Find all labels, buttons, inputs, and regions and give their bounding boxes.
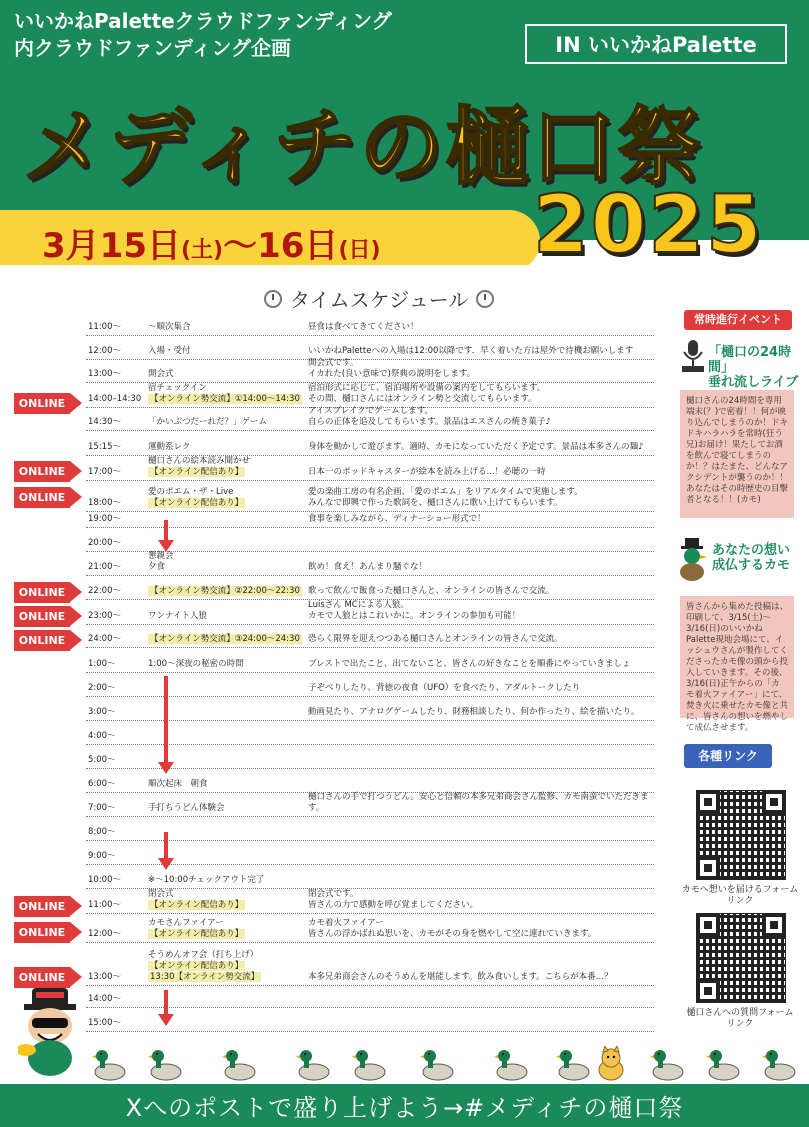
schedule-row	[86, 336, 654, 360]
row-time: 23:00～	[88, 611, 121, 621]
row-time: 11:00～	[88, 900, 121, 910]
kamo-title	[712, 543, 790, 573]
online-badge: ONLINE	[14, 487, 70, 508]
row-time: 24:00～	[88, 634, 121, 644]
online-badge: ONLINE	[14, 967, 70, 988]
row-time: 9:00～	[88, 851, 116, 861]
schedule-row	[86, 600, 654, 625]
row-time: 21:00～	[88, 562, 121, 572]
header-banner	[0, 0, 809, 265]
duck-icon	[92, 1046, 126, 1082]
row-time: 14:30～	[88, 417, 121, 427]
qr1-caption-line-2: リンク	[726, 896, 754, 906]
duck-icon	[494, 1046, 528, 1082]
schedule-row	[86, 914, 654, 943]
row-time: 1:00～	[88, 659, 116, 669]
continuation-arrow	[164, 990, 168, 1016]
row-time: 15:00～	[88, 1018, 121, 1028]
schedule-row	[86, 889, 654, 914]
row-description: 身体を動かして遊びます。適時、カモになっていただく予定です。景品は本多さんの麺♪	[308, 442, 644, 452]
schedule-row	[86, 943, 654, 986]
kamo-duck-icon	[676, 538, 708, 582]
schedule-row	[86, 456, 654, 481]
row-description: ブレストで出たこと、出てないこと、皆さんの好きなことを順番にやっていきましょ	[308, 659, 631, 669]
live-description: 樋口さんの24時間を専用端末(？)で密着！！何が映り込んでしまうのか！ドキドキハラハラを常時(狂う兄)お届け！果たしてお酒を飲んで寝てしまうのか！？はたまた、どんなアクシデントが襲うのか！！あなたはその時歴史の目撃者となる！！(カモ)	[680, 390, 794, 518]
row-event: 開会式	[148, 369, 174, 379]
row-event: 宿チェックイン 【オンライン勢交流】①14:00～14:30	[148, 383, 300, 404]
row-time: 17:00～	[88, 467, 121, 477]
online-badge: ONLINE	[14, 393, 70, 414]
qr2-caption-line-2: リンク	[726, 1019, 754, 1029]
row-event: 【オンライン勢交流】②22:00～22:30	[150, 586, 300, 596]
continuation-arrow	[164, 832, 168, 860]
row-event: 樋口さんの絵本読み聞かせ 【オンライン配信あり】	[148, 456, 251, 477]
duck-icon	[706, 1046, 740, 1082]
row-event: 【オンライン勢交流】③24:00～24:30	[150, 634, 300, 644]
row-event: 1:00～深夜の秘密の時間	[148, 659, 244, 669]
schedule-row	[86, 512, 654, 528]
row-time: 14:00–14:30	[88, 394, 142, 404]
row-time: 14:00～	[88, 994, 121, 1004]
qr1-caption-line-1: カモへ想いを届けるフォーム	[681, 885, 799, 895]
row-time: 4:00～	[88, 731, 116, 741]
schedule-row	[86, 431, 654, 456]
row-time: 6:00～	[88, 779, 116, 789]
row-time: 11:00～	[88, 322, 121, 332]
event-title: メディチの樋口祭	[22, 98, 704, 196]
row-description: アイスブレイクでゲームします。 自らの正体を追及してもらいます。景品はエスさんの焼き菓子♪	[308, 406, 551, 427]
row-event: ～順次集合	[148, 322, 191, 332]
row-description: 恐らく限界を迎えつつある樋口さんとオンラインの皆さんで交流。	[308, 634, 563, 644]
row-description: 日本一のポッドキャスターが絵本を読み上げる...！必聴の一時	[308, 467, 546, 477]
row-time: 10:00～	[88, 875, 121, 885]
duck-icon	[296, 1046, 330, 1082]
subtitle-line-2: 内クラウドファンディング企画	[14, 36, 291, 60]
row-description: 愛の楽曲工房の有名企画、「愛のポエム」をリアルタイムで実施します。 みんなで即興で作った歌詞を、樋口さんに歌い上げてもらいます。	[308, 487, 583, 508]
qr2-caption-line-1: 樋口さんへの質問フォーム	[686, 1008, 794, 1018]
duck-icon	[650, 1046, 684, 1082]
row-time: 3:00～	[88, 707, 116, 717]
row-event: 懇親会 夕食	[148, 551, 174, 572]
duck-icon	[148, 1046, 182, 1082]
links-tag: 各種リンク	[684, 744, 772, 768]
schedule-row	[86, 673, 654, 697]
row-time: 15:15～	[88, 442, 121, 452]
date-start-weekday: (土)	[180, 238, 224, 263]
row-time: 12:00～	[88, 346, 121, 356]
venue-label: IN いいかねPalette	[525, 24, 787, 64]
row-event: カモさんファイアー 【オンライン配信あり】	[148, 918, 244, 939]
schedule-row	[86, 576, 654, 600]
row-event: そうめんオフ会（打ち上げ） 【オンライン配信あり】 13:30【オンライン勢交流】	[148, 950, 260, 982]
row-time: 5:00～	[88, 755, 116, 765]
live-microphone-icon	[680, 340, 706, 372]
row-event: ※～10:00チェックアウト完了	[148, 875, 265, 885]
header-subtitle	[14, 8, 392, 62]
duck-icon	[420, 1046, 454, 1082]
row-event: 入場・受付	[148, 346, 191, 356]
row-description: 食事を楽しみながら、ディナーショー形式で！	[308, 514, 486, 524]
subtitle-line-1: いいかねPaletteクラウドファンディング	[14, 9, 392, 33]
online-badge: ONLINE	[14, 606, 70, 627]
duck-icon	[222, 1046, 256, 1082]
clock-icon	[264, 290, 282, 308]
row-event: ワンナイト人狼	[148, 611, 207, 621]
row-description: 子ぞべりしたり、背徳の夜食（UFO）を食べたり、アダルトークしたり	[308, 683, 581, 693]
row-description: 宿泊形式に応じて、宿泊場所や設備の案内をしてもらいます。 その間、樋口さんにはオンライン勢と交流してもらいます。	[308, 383, 546, 404]
row-description: 動画見たり、アナログゲームしたり、財務相談したり、何か作ったり、絵を描いたり。	[308, 707, 640, 717]
kamo-title-line-1: あなたの想い	[712, 543, 791, 558]
schedule-row	[86, 648, 654, 673]
live-title-line-1: 「樋口の24時間」	[708, 345, 792, 375]
row-description: 昼食は食べてきてください！	[308, 322, 419, 332]
row-event: 閉会式 【オンライン配信あり】	[148, 889, 244, 910]
online-badge: ONLINE	[14, 630, 70, 651]
online-badge: ONLINE	[14, 896, 70, 917]
schedule-row	[86, 360, 654, 383]
row-description: 閉会式です。 皆さんの力で感動を呼び覚ましてください。	[308, 889, 479, 910]
row-description: 歌って飲んで飯食った樋口さんと、オンラインの皆さんで交流。	[308, 586, 555, 596]
event-date	[42, 218, 381, 265]
row-description: 開会式です。 イカれた(良い意味で)祭典の説明をします。	[308, 358, 476, 379]
live-title	[708, 345, 809, 390]
online-badge: ONLINE	[14, 461, 70, 482]
row-time: 19:00～	[88, 514, 121, 524]
continuation-arrow	[164, 520, 168, 542]
row-time: 20:00～	[88, 538, 121, 548]
row-time: 13:00～	[88, 369, 121, 379]
row-event: 愛のポエム・ザ・Live 【オンライン配信あり】	[148, 487, 244, 508]
row-event: 「かいぶつだーれだ？」ゲーム	[148, 417, 268, 427]
date-end-weekday: (日)	[338, 238, 381, 263]
row-time: 12:00～	[88, 929, 121, 939]
schedule-row	[86, 986, 654, 1008]
schedule-row	[86, 697, 654, 721]
row-description: カモ着火ファイアー 皆さんの浮かばれぬ思いを、カモがその身を燃やして空に連れていきます。	[308, 918, 597, 939]
row-description: いいかねPaletteへの入場は12:00以降です．早く着いた方は屋外で待機お願いします	[308, 346, 634, 356]
row-event: 順次起床 朝食	[148, 779, 208, 789]
schedule-row	[86, 318, 654, 336]
qr-code-kamo-form[interactable]	[696, 790, 786, 880]
row-description: Luisさん MCによる人狼。 カモで人狼とはこれいかに。オンラインの参加も可能！	[308, 600, 521, 621]
schedule-row	[86, 625, 654, 648]
row-time: 2:00～	[88, 683, 116, 693]
row-time: 22:00～	[88, 586, 121, 596]
duck-icon	[762, 1046, 796, 1082]
event-year: 2025	[533, 178, 764, 265]
kamo-title-line-2: 成仏するカモ	[712, 558, 791, 573]
schedule-row	[86, 408, 654, 431]
qr2-caption	[680, 1008, 800, 1030]
schedule-row	[86, 552, 654, 576]
duck-icon	[556, 1046, 590, 1082]
online-badge: ONLINE	[14, 582, 70, 603]
row-event: 手打ちうどん体験会	[148, 803, 225, 813]
continuation-arrow	[164, 676, 168, 764]
row-event: 運動系レク	[148, 442, 191, 452]
date-start: 3月15日	[42, 226, 181, 265]
row-time: 18:00～	[88, 498, 121, 508]
schedule-row	[86, 721, 654, 745]
kamo-description: 皆さんから集めた投稿は、印刷して、3/15(土)～3/16(日)のいいかねPalette現地会場にて、イッシュウさんが製作してくださったカモ像の頭から投入していきます。その後、3/16(日)正午からの「カモ着火ファイアー」にて、焚き火に乗せたカモ像と共に、皆さんの想いを燃やして成仏させます。	[680, 596, 794, 718]
qr-code-question-form[interactable]	[696, 913, 786, 1003]
schedule-row	[86, 793, 654, 817]
row-time: 7:00～	[88, 803, 116, 813]
cat-icon	[594, 1046, 628, 1082]
clock-icon	[476, 290, 494, 308]
schedule-row	[86, 383, 654, 408]
row-description: 樋口さんの手で打つうどん。安心と信頼の本多兄弟商会さん監修、カモ南蛮でいただきます。	[308, 792, 649, 813]
online-badge: ONLINE	[14, 922, 70, 943]
qr1-caption	[680, 885, 800, 907]
row-description: 本多兄弟商会さんのそうめんを堪能します。飲み食いします。こちらが本番…？	[308, 972, 613, 982]
row-time: 8:00～	[88, 827, 116, 837]
schedule-title-text: タイムスケジュール	[290, 288, 469, 312]
duck-row	[0, 1040, 809, 1084]
date-end: ～16日	[223, 226, 339, 265]
schedule-row	[86, 817, 654, 841]
row-time: 13:00～	[88, 972, 121, 982]
live-title-line-2: 垂れ流しライブ	[708, 375, 799, 390]
schedule-row	[86, 481, 654, 512]
duck-icon	[352, 1046, 386, 1082]
ongoing-event-tag: 常時進行イベント	[684, 310, 792, 330]
row-description: 飲め！食え！あんまり騒ぐな！	[308, 562, 428, 572]
footer-hashtag-banner: Xへのポストで盛り上げよう→#メディチの樋口祭	[0, 1084, 809, 1127]
schedule-title	[264, 284, 494, 313]
